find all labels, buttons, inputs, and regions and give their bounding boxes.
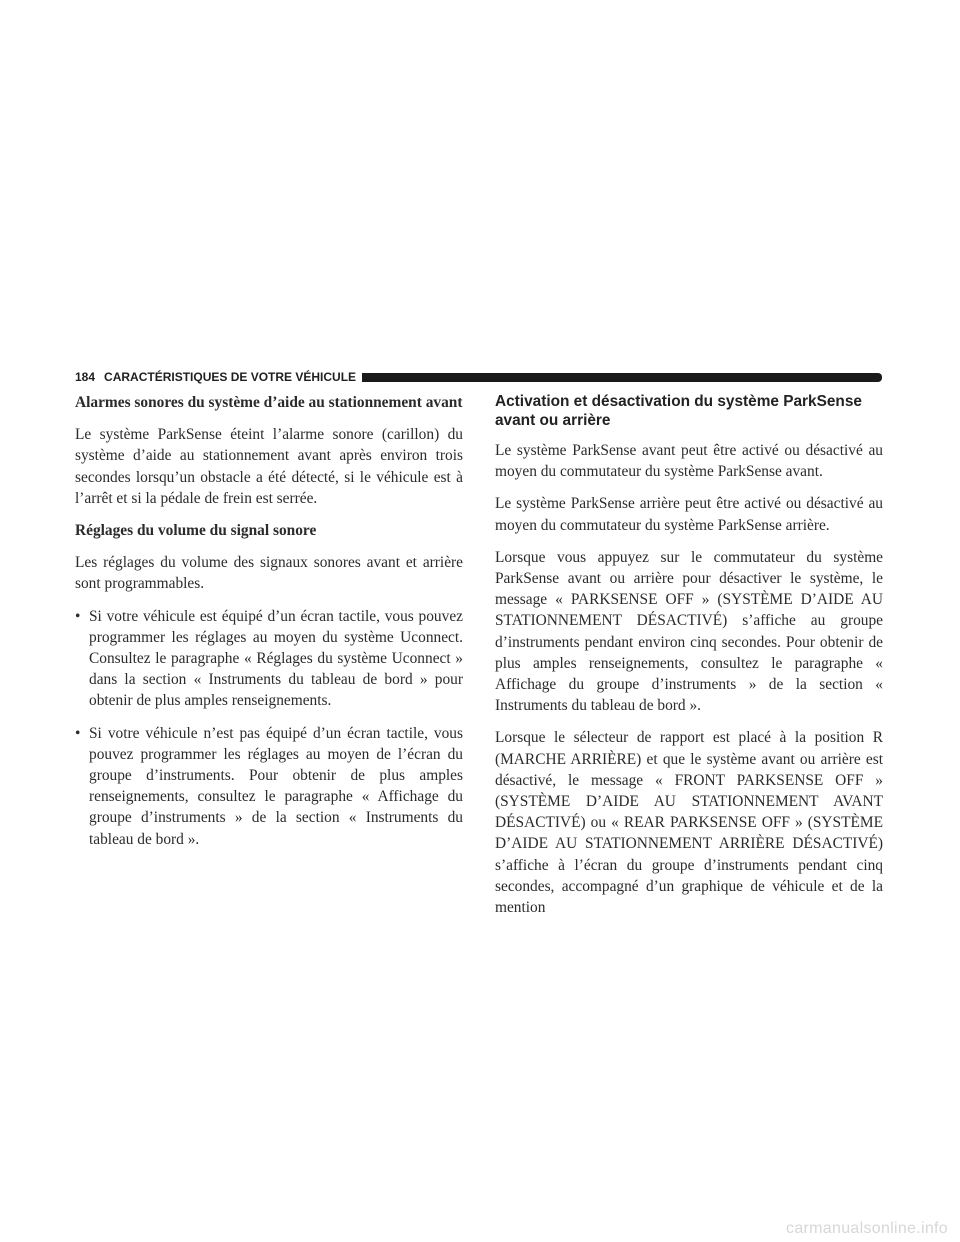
page-number: 184 [75,370,96,384]
paragraph-volume: Les réglages du volume des signaux sonores avant et arrière sont programmables. [75,554,463,593]
heading-activation: Activation et désactivation du système ParkSense avant ou arrière [495,393,862,429]
left-column [75,392,463,861]
paragraph-front-switch: Le système ParkSense avant peut être activé ou désactivé au moyen du commutateur du système ParkSense avant. [495,442,883,481]
bullet-icon: • [75,724,81,742]
heading-volume-settings: Réglages du volume du signal sonore [75,522,317,540]
bullet-text: Si votre véhicule est équipé d’un écran tactile, vous pouvez programmer les réglages au moyen du système Uconnect. Consultez le paragraphe « Réglages du système Uconnect » dans la section « Instruments du tableau de bord » pour obtenir de plus amples renseignements. [89,607,463,710]
header-rule [362,373,882,382]
bullet-icon: • [75,607,81,625]
paragraph-reverse-message: Lorsque le sélecteur de rapport est placé à la position R (MARCHE ARRIÈRE) et que le système avant ou arrière est désactivé, le message « FRONT PARKSENSE OFF » (SYSTÈME D’AIDE AU STATIONNEMENT AVANT DÉSACTIVÉ) ou « REAR PARKSENSE OFF » (SYSTÈME D’AIDE AU STATIONNEMENT ARRIÈRE DÉSACTIVÉ) s’affiche à l’écran du groupe d’instruments pendant cinq secondes, accompagné d’un graphique de véhicule et de la mention [495,729,883,917]
paragraph-parksense-off-message: Lorsque vous appuyez sur le commutateur du système ParkSense avant ou arrière pour désactiver le système, le message « PARKSENSE OFF » (SYSTÈME D’AIDE AU STATIONNEMENT DÉSACTIVÉ) s’affiche au groupe d’instruments pendant environ cinq secondes. Pour obtenir de plus amples renseignements, consultez le paragraphe « Affichage du groupe d’instruments » de la section « Instruments du tableau de bord ». [495,548,883,715]
list-item [75,606,463,712]
bullet-text: Si votre véhicule n’est pas équipé d’un écran tactile, vous pouvez programmer les réglages au moyen de l’écran du groupe d’instruments. Pour obtenir de plus amples renseignements, consultez le paragraphe « Affichage du groupe d’instruments » de la section « Instruments du tableau de bord ». [89,724,463,848]
section-title: CARACTÉRISTIQUES DE VOTRE VÉHICULE [104,370,357,384]
watermark: carmanualsonline.info [786,1220,948,1237]
page-header [75,368,882,386]
right-column [495,392,883,929]
paragraph-rear-switch: Le système ParkSense arrière peut être activé ou désactivé au moyen du commutateur du système ParkSense arrière. [495,495,883,534]
heading-front-alarms: Alarmes sonores du système d’aide au stationnement avant [75,394,463,411]
list-item [75,723,463,850]
paragraph-alarm-off: Le système ParkSense éteint l’alarme sonore (carillon) du système d’aide au stationnement avant après environ trois secondes lorsqu’un obstacle a été détecté, si le véhicule est à l’arrêt et si la pédale de frein est serrée. [75,426,463,507]
